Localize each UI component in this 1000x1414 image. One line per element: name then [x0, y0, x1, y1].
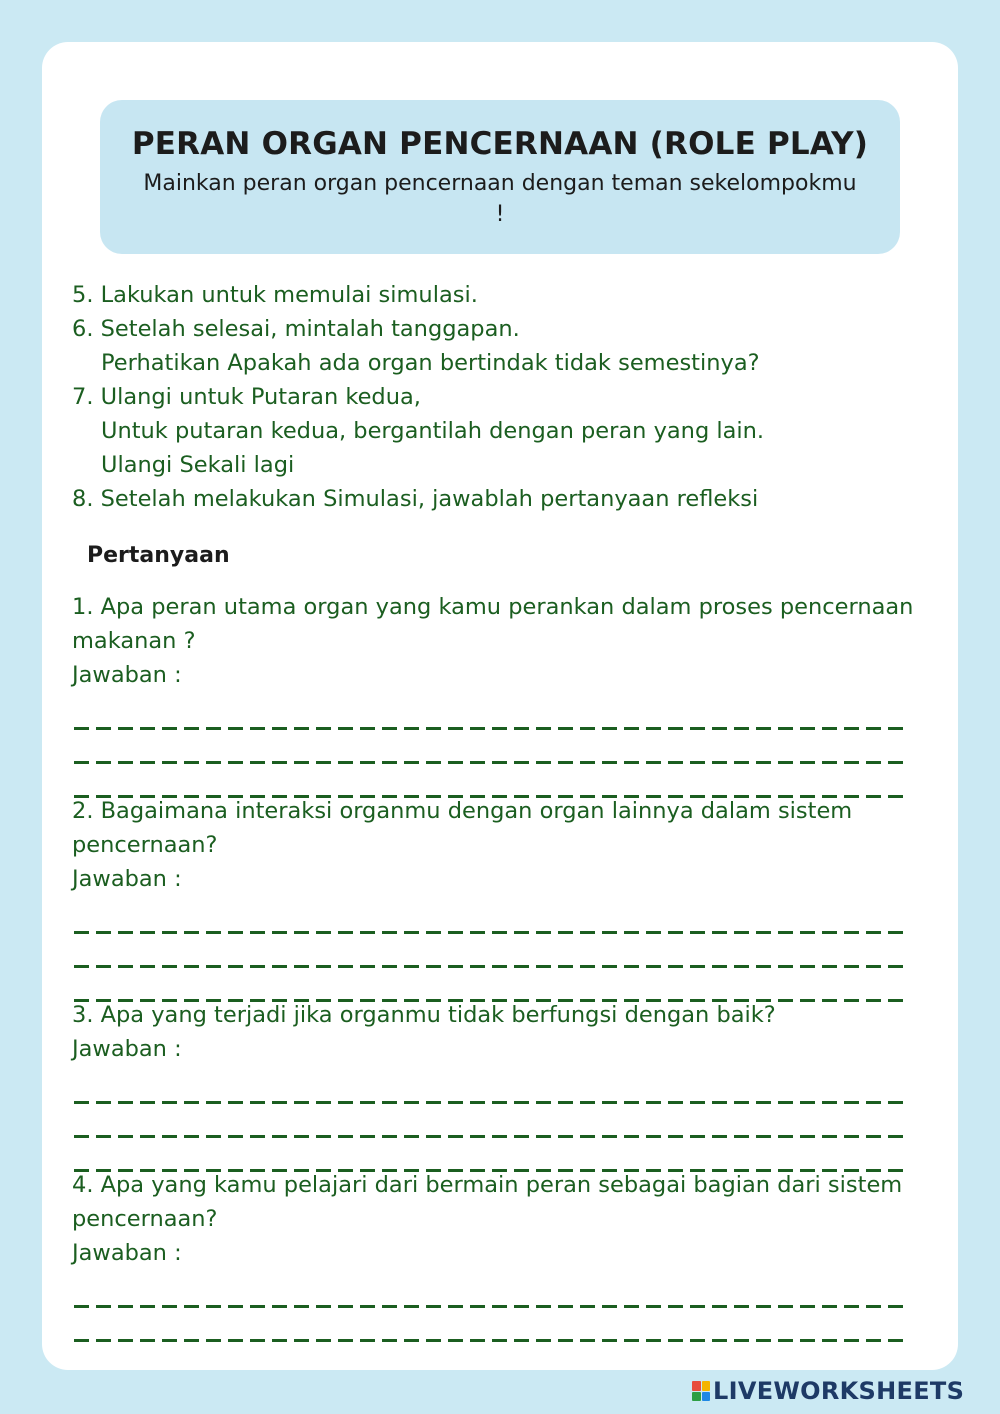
answer-label: Jawaban : — [72, 1036, 182, 1062]
liveworksheets-logo[interactable] — [692, 1377, 964, 1405]
answer-line[interactable] — [72, 940, 906, 974]
answer-line[interactable] — [72, 736, 906, 770]
worksheet-card — [42, 42, 958, 1370]
answer-area[interactable] — [72, 1076, 952, 1178]
step-item: 8. Setelah melakukan Simulasi, jawablah pertanyaan refleksi — [72, 486, 759, 512]
answer-line[interactable] — [72, 906, 906, 940]
section-heading: Pertanyaan — [87, 543, 230, 568]
step-item: 5. Lakukan untuk memulai simulasi. — [72, 282, 478, 308]
question-text: 2. Bagaimana interaksi organmu dengan organ lainnya dalam sistem pencernaan? — [72, 798, 853, 858]
question-3 — [72, 998, 952, 1178]
step-item: Ulangi Sekali lagi — [101, 452, 295, 478]
header-box — [100, 100, 900, 254]
step-item: Untuk putaran kedua, bergantilah dengan peran yang lain. — [101, 418, 765, 444]
question-1 — [72, 590, 952, 804]
question-text: 1. Apa peran utama organ yang kamu perankan dalam proses pencernaan makanan ? — [72, 594, 914, 654]
step-item: 6. Setelah selesai, mintalah tanggapan. — [72, 316, 520, 342]
question-text: 3. Apa yang terjadi jika organmu tidak berfungsi dengan baik? — [72, 1002, 776, 1028]
liveworksheets-logo-icon — [692, 1381, 710, 1401]
answer-line[interactable] — [72, 1076, 906, 1110]
answer-label: Jawaban : — [72, 866, 182, 892]
answer-area[interactable] — [72, 1280, 952, 1370]
question-2 — [72, 794, 952, 1008]
answer-line[interactable] — [72, 1280, 906, 1314]
answer-line[interactable] — [72, 1314, 906, 1348]
answer-line[interactable] — [72, 1348, 906, 1370]
page-subtitle: Mainkan peran organ pencernaan dengan teman sekelompokmu ! — [143, 171, 857, 227]
step-item: Perhatikan Apakah ada organ bertindak tidak semestinya? — [101, 350, 760, 376]
question-text: 4. Apa yang kamu pelajari dari bermain peran sebagai bagian dari sistem pencernaan? — [72, 1172, 903, 1232]
logo-text: LIVEWORKSHEETS — [713, 1377, 965, 1405]
answer-label: Jawaban : — [72, 1240, 182, 1266]
answer-area[interactable] — [72, 702, 952, 804]
answer-line[interactable] — [72, 1110, 906, 1144]
question-4 — [72, 1168, 952, 1370]
step-item: 7. Ulangi untuk Putaran kedua, — [72, 384, 421, 410]
answer-label: Jawaban : — [72, 662, 182, 688]
answer-line[interactable] — [72, 702, 906, 736]
instruction-steps — [72, 278, 942, 516]
answer-area[interactable] — [72, 906, 952, 1008]
page-title: PERAN ORGAN PENCERNAAN (ROLE PLAY) — [131, 126, 869, 162]
